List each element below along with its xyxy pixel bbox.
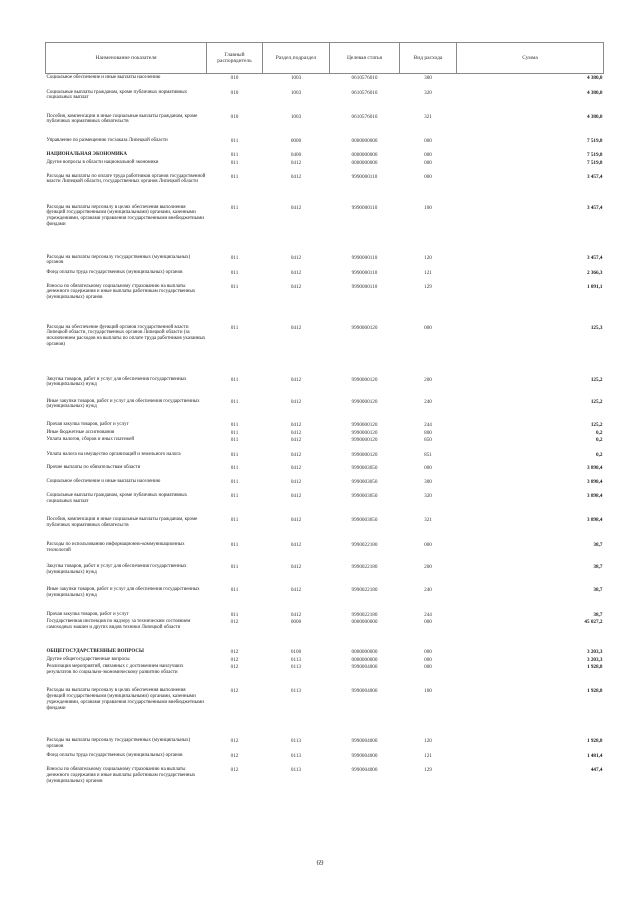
row-target: 9990003050 [351,516,378,523]
row-section: 0000 [290,137,302,144]
row-name: Прочая закупка товаров, работ и услуг [46,421,129,427]
table-row [46,611,604,618]
row-section: 0412 [290,283,302,290]
row-target: 9990004000 [351,663,378,670]
row-section: 1003 [290,113,302,120]
row-sum: 0,2 [596,436,603,443]
row-kind: 120 [424,737,432,744]
row-target: 9990000120 [351,429,378,436]
row-kind: 129 [424,283,432,290]
row-name: Взносы по обязательному социальному страхованию на выплаты денежного содержания и иные выплаты работникам государственных (муниципальных) органов [46,283,196,301]
row-section: 0412 [290,421,302,428]
row-kind: 321 [424,516,432,523]
table-row [46,159,604,173]
row-section: 0412 [290,324,302,331]
row-sum: 45 027,2 [584,618,603,625]
row-kind: 000 [424,648,432,655]
row-name: ОБЩЕГОСУДАРСТВЕННЫЕ ВОПРОСЫ [46,648,144,654]
row-grbs: 011 [230,421,239,428]
row-sum: 2 366,3 [586,269,603,276]
row-target: 9990000110 [351,283,378,290]
row-sum: 7 519,8 [586,137,603,144]
row-kind: 320 [424,89,432,96]
row-sum: 4 380,0 [586,75,603,81]
row-grbs: 010 [230,113,239,120]
row-kind: 200 [424,376,432,383]
row-section: 0113 [290,737,302,744]
table-row [46,173,604,204]
table-row [46,618,604,648]
table-row [46,283,604,324]
row-grbs: 011 [230,159,239,166]
header-section: Раздел,подраздел [263,43,330,74]
row-name: Другие вопросы в области национальной экономики [46,159,159,165]
row-name: Иные закупки товаров, работ и услуг для обеспечения государственных (муниципальных) нужд [46,398,200,410]
row-grbs: 011 [230,611,239,618]
row-section: 0412 [290,204,302,211]
header-name: Наименование показателя [46,43,207,74]
row-section: 0412 [290,478,302,485]
row-target: 9990022180 [351,541,378,548]
row-section: 0412 [290,269,302,276]
table-row [46,151,604,159]
row-target: 0000000000 [351,151,378,158]
row-target: 0610576010 [351,113,378,120]
row-target: 9990000120 [351,421,378,428]
row-grbs: 011 [230,586,239,593]
table-row [46,74,604,89]
row-grbs: 012 [230,656,239,663]
row-name: Расходы на выплаты персоналу в целях обеспечения выполнения функций государственными (муниципальными) органами, казенными учреждениями, органами управления государственными внебюджетными фондами [46,687,204,711]
row-grbs: 011 [230,464,239,471]
row-target: 0610576010 [351,89,378,96]
row-name: Фонд оплаты труда государственных (муниципальных) органов [46,269,183,275]
row-kind: 120 [424,254,432,261]
table-row [46,766,604,800]
row-kind: 300 [424,75,432,81]
row-name: Пособия, компенсации и иные социальные выплаты гражданам, кроме публичных нормативных обязательств [46,516,198,528]
row-section: 0400 [290,151,302,158]
row-section: 0412 [290,398,302,405]
row-grbs: 010 [230,89,239,96]
row-target: 0610576010 [351,75,378,81]
table-row [46,656,604,663]
row-kind: 240 [424,586,432,593]
row-name: Закупка товаров, работ и услуг для обеспечения государственных (муниципальных) нужд [46,376,187,388]
row-name: Расходы на выплаты по оплате труда работников органов государственной власти Липецкой области, государственных органов Липецкой области [46,173,206,185]
row-kind: 000 [424,663,432,670]
row-kind: 850 [424,436,432,443]
page-number: 69 [316,859,324,867]
row-section: 0412 [290,159,302,166]
table-row [46,436,604,451]
row-sum: 1 481,4 [586,752,603,759]
row-target: 9990000110 [351,173,378,180]
row-section: 1003 [290,89,302,96]
row-grbs: 012 [230,752,239,759]
row-sum: 447,4 [590,766,603,773]
row-target: 9990022180 [351,586,378,593]
table-row [46,398,604,421]
table-row [46,113,604,137]
row-grbs: 012 [230,663,239,670]
table-row [46,516,604,541]
row-sum: 3 457,4 [586,204,603,211]
row-sum: 3 457,4 [586,254,603,261]
table-row [46,204,604,254]
row-sum: 3 898,4 [586,478,603,485]
row-grbs: 010 [230,75,239,81]
table-row [46,464,604,478]
row-grbs: 012 [230,687,239,694]
row-sum: 1 928,8 [586,663,603,670]
row-sum: 3 203,3 [586,656,603,663]
row-section: 0412 [290,492,302,499]
row-name: Социальные выплаты гражданам, кроме публичных нормативных социальных выплат [46,89,188,101]
row-target: 9990003050 [351,464,378,471]
row-kind: 321 [424,113,432,120]
row-kind: 000 [424,464,432,471]
table-row [46,421,604,429]
row-section: 0113 [290,663,302,670]
header-target: Целевая статья [330,43,400,74]
row-grbs: 011 [230,398,239,405]
row-sum: 1 928,8 [586,737,603,744]
row-sum: 125,3 [590,324,603,331]
row-name: Реализация мероприятий, связанных с достижением наилучших результатов по социально-экономическому развитию области [46,663,184,675]
row-name: Уплата налога на имущество организаций и земельного налога [46,451,181,457]
row-section: 0113 [290,656,302,663]
row-grbs: 011 [230,151,239,158]
row-section: 0412 [290,541,302,548]
table-row [46,586,604,611]
row-kind: 851 [424,451,432,458]
row-kind: 000 [424,151,432,158]
row-section: 0412 [290,464,302,471]
row-kind: 100 [424,204,432,211]
row-target: 9990003050 [351,478,378,485]
row-sum: 4 380,0 [586,89,603,96]
table-row [46,663,604,687]
table-row [46,254,604,269]
row-name: Фонд оплаты труда государственных (муниципальных) органов [46,752,183,758]
table-body [46,74,604,800]
row-sum: 1 928,8 [586,687,603,694]
table-row [46,376,604,398]
row-sum: 1 091,1 [586,283,603,290]
table-row [46,269,604,283]
row-name: Управление по размещению госзаказа Липецкой области [46,137,168,143]
row-sum: 3 898,4 [586,516,603,523]
row-name: Пособия, компенсации и иные социальные выплаты гражданам, кроме публичных нормативных обязательств [46,113,198,125]
row-kind: 244 [424,421,432,428]
row-sum: 38,7 [593,586,603,593]
row-sum: 7 519,8 [586,159,603,166]
row-target: 9990022180 [351,611,378,618]
row-kind: 800 [424,429,432,436]
row-grbs: 011 [230,204,239,211]
row-section: 0113 [290,766,302,773]
row-sum: 3 457,4 [586,173,603,180]
row-grbs: 011 [230,478,239,485]
row-kind: 000 [424,656,432,663]
row-grbs: 011 [230,436,239,443]
table-row [46,492,604,516]
row-grbs: 011 [230,492,239,499]
table-row [46,737,604,752]
row-grbs: 011 [230,254,239,261]
header-kind: Вид расхода [400,43,457,74]
row-section: 0113 [290,752,302,759]
row-grbs: 011 [230,173,239,180]
row-grbs: 012 [230,618,239,625]
row-target: 9990000120 [351,376,378,383]
header-grbs: Главный распорядитель [207,43,263,74]
row-section: 0113 [290,687,302,694]
row-grbs: 012 [230,766,239,773]
row-section: 0412 [290,436,302,443]
row-grbs: 011 [230,541,239,548]
row-name: Другие общегосударственные вопросы [46,656,130,662]
row-target: 0000000000 [351,137,378,144]
row-name: НАЦИОНАЛЬНАЯ ЭКОНОМИКА [46,151,127,157]
row-kind: 000 [424,137,432,144]
row-kind: 300 [424,478,432,485]
row-section: 0412 [290,376,302,383]
row-grbs: 011 [230,324,239,331]
row-kind: 000 [424,173,432,180]
row-name: Уплата налогов, сборов и иных платежей [46,436,135,442]
row-name: Расходы на выплаты персоналу государственных (муниципальных) органов [46,737,191,749]
row-grbs: 011 [230,516,239,523]
row-target: 9990004000 [351,752,378,759]
table-row [46,324,604,376]
row-name: Социальное обеспечение и иные выплаты населению [46,478,161,484]
row-name: Прочие выплаты по обязательствам области [46,464,141,470]
row-target: 9990003050 [351,492,378,499]
table-row [46,478,604,492]
table-row [46,429,604,436]
row-target: 0000000000 [351,656,378,663]
row-target: 9990022180 [351,563,378,570]
table-row [46,563,604,586]
row-grbs: 011 [230,269,239,276]
row-name: Государственная инспекция по надзору за техническим состоянием самоходных машин и других видов техники Липецкой области [46,618,191,630]
row-kind: 121 [424,269,432,276]
table-row [46,752,604,766]
row-name: Иные закупки товаров, работ и услуг для обеспечения государственных (муниципальных) нужд [46,586,200,598]
row-name: Расходы на обеспечение функций органов государственной власти Липецкой области, государственных органов Липецкой области (за исключением расходов на выплаты по оплате труда работников указанных органов) [46,324,206,348]
row-grbs: 011 [230,283,239,290]
row-section: 0412 [290,429,302,436]
row-target: 9990000110 [351,269,378,276]
row-sum: 0,2 [596,451,603,458]
row-section: 0412 [290,254,302,261]
row-sum: 38,7 [593,541,603,548]
row-target: 9990004000 [351,737,378,744]
row-sum: 3 898,4 [586,492,603,499]
header-sum: Сумма [457,43,604,74]
row-kind: 121 [424,752,432,759]
row-sum: 0,2 [596,429,603,436]
row-kind: 000 [424,324,432,331]
row-section: 0000 [290,618,302,625]
row-sum: 4 380,0 [586,113,603,120]
row-kind: 000 [424,541,432,548]
row-name: Социальное обеспечение и иные выплаты населению [46,75,161,80]
row-sum: 7 519,8 [586,151,603,158]
row-target: 9990004000 [351,687,378,694]
row-target: 9990000120 [351,451,378,458]
row-section: 0412 [290,516,302,523]
row-name: Прочая закупка товаров, работ и услуг [46,611,129,617]
row-name: Расходы на выплаты персоналу государственных (муниципальных) органов [46,254,191,266]
row-name: Расходы по использованию информационно-коммуникационных технологий [46,541,185,553]
row-section: 0412 [290,611,302,618]
row-target: 9990000120 [351,398,378,405]
row-kind: 100 [424,687,432,694]
row-grbs: 011 [230,429,239,436]
row-kind: 320 [424,492,432,499]
row-target: 9990000110 [351,204,378,211]
row-section: 0412 [290,563,302,570]
table-row [46,541,604,563]
row-target: 0000000000 [351,648,378,655]
table-header-row [46,43,604,74]
row-kind: 240 [424,398,432,405]
row-kind: 200 [424,563,432,570]
row-target: 9990004000 [351,766,378,773]
row-name: Закупка товаров, работ и услуг для обеспечения государственных (муниципальных) нужд [46,563,187,575]
row-sum: 125,2 [590,421,603,428]
table-row [46,451,604,464]
row-kind: 000 [424,159,432,166]
row-grbs: 011 [230,451,239,458]
budget-table [45,42,604,800]
row-sum: 125,2 [590,398,603,405]
row-name: Иные бюджетные ассигнования [46,429,115,435]
table-row [46,89,604,113]
row-sum: 125,2 [590,376,603,383]
row-target: 9990000120 [351,324,378,331]
row-grbs: 012 [230,737,239,744]
row-sum: 38,7 [593,611,603,618]
row-section: 1003 [290,75,302,81]
row-grbs: 011 [230,137,239,144]
row-grbs: 012 [230,648,239,655]
row-sum: 3 203,3 [586,648,603,655]
row-name: Взносы по обязательному социальному страхованию на выплаты денежного содержания и иные выплаты работникам государственных (муниципальных) органов [46,766,196,784]
row-name: Расходы на выплаты персоналу в целях обеспечения выполнения функций государственными (муниципальными) органами, казенными учреждениями, органами управления государственными внебюджетными фондами [46,204,204,228]
row-section: 0412 [290,173,302,180]
row-sum: 3 898,4 [586,464,603,471]
row-kind: 244 [424,611,432,618]
row-sum: 38,7 [593,563,603,570]
table-row [46,687,604,737]
row-section: 0412 [290,586,302,593]
row-target: 9990000120 [351,436,378,443]
row-kind: 000 [424,618,432,625]
row-target: 0000000000 [351,159,378,166]
row-grbs: 011 [230,563,239,570]
row-target: 0000000000 [351,618,378,625]
row-kind: 129 [424,766,432,773]
row-name: Социальные выплаты гражданам, кроме публичных нормативных социальных выплат [46,492,188,504]
row-grbs: 011 [230,376,239,383]
row-section: 0100 [290,648,302,655]
row-section: 0412 [290,451,302,458]
table-row [46,648,604,656]
table-row [46,137,604,151]
row-target: 9990000110 [351,254,378,261]
